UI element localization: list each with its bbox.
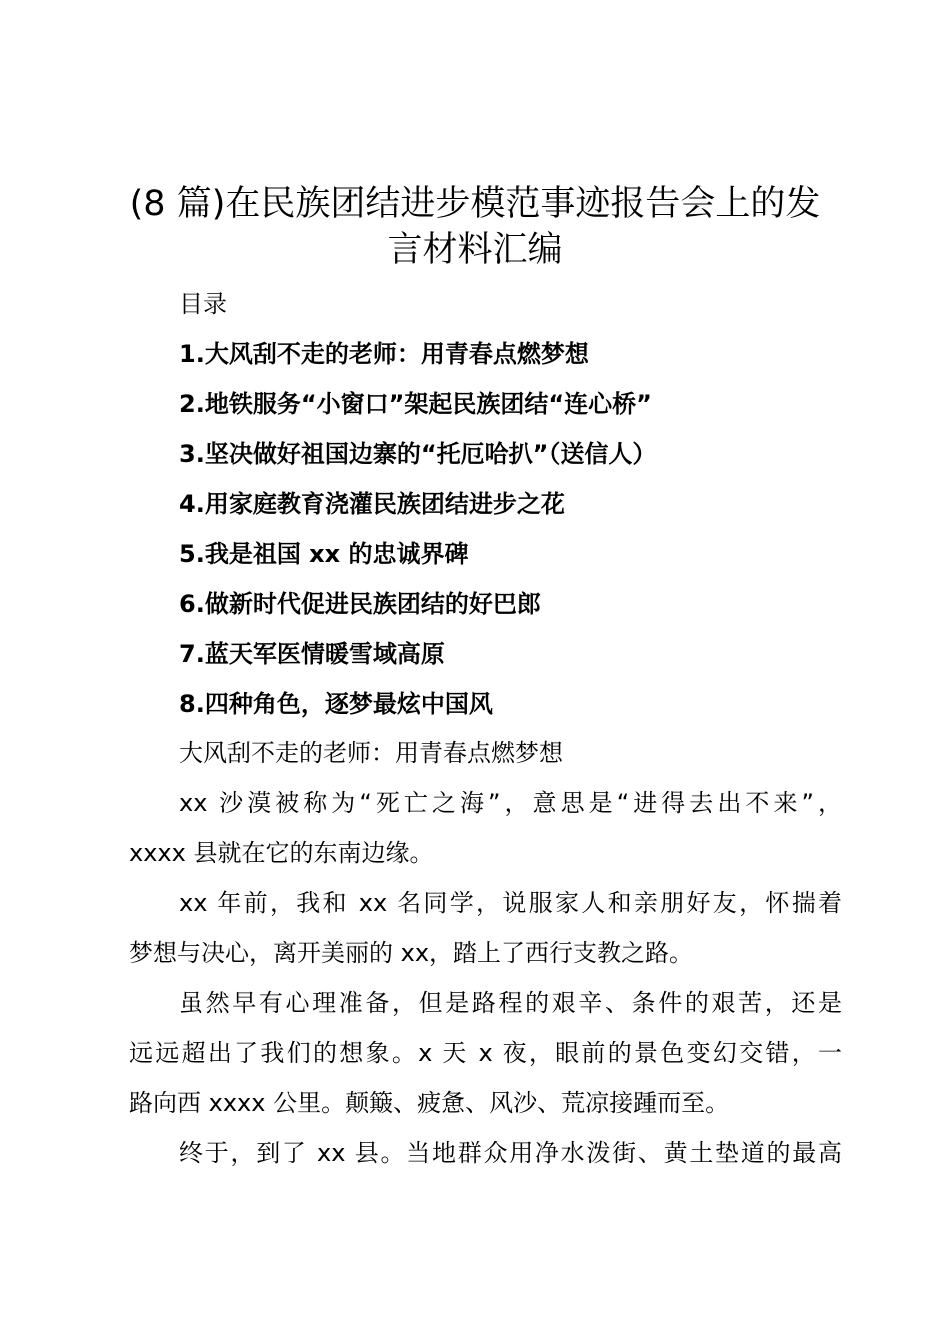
toc-item: 3.坚决做好祖国边寨的“托厄哈扒”（送信人） [179, 440, 657, 468]
document-title-line-1: (8 篇)在民族团结进步模范事迹报告会上的发 [129, 184, 821, 224]
toc-item: 7.蓝天军医情暖雪域高原 [179, 640, 445, 668]
toc-heading: 目录 [179, 290, 227, 318]
body-line: 梦想与决心，离开美丽的 xx，踏上了西行支教之路。 [129, 939, 694, 967]
toc-item: 5.我是祖国 xx 的忠诚界碑 [179, 540, 469, 568]
body-line: xxxx 县就在它的东南边缘。 [129, 839, 434, 867]
body-line: 虽然早有心理准备，但是路程的艰辛、条件的艰苦，还是 [179, 989, 842, 1017]
section-heading: 大风刮不走的老师：用青春点燃梦想 [179, 739, 563, 767]
toc-item: 4.用家庭教育浇灌民族团结进步之花 [179, 490, 565, 518]
document-title-line-2: 言材料汇编 [387, 230, 563, 270]
toc-item: 6.做新时代促进民族团结的好巴郎 [179, 590, 541, 618]
toc-item: 8.四种角色，逐梦最炫中国风 [179, 690, 493, 718]
body-line: xx 年前，我和 xx 名同学，说服家人和亲朋好友，怀揣着 [179, 889, 842, 917]
body-line: xx 沙漠被称为“死亡之海”，意思是“进得去出不来”， [179, 789, 842, 817]
document-title [120, 181, 830, 273]
body-line: 远远超出了我们的想象。x 天 x 夜，眼前的景色变幻交错，一 [129, 1039, 842, 1067]
body-line: 终于，到了 xx 县。当地群众用净水泼街、黄土垫道的最高 [179, 1139, 842, 1167]
toc-item: 1.大风刮不走的老师：用青春点燃梦想 [179, 340, 589, 368]
toc-item: 2.地铁服务“小窗口”架起民族团结“连心桥” [179, 390, 652, 418]
body-line: 路向西 xxxx 公里。颠簸、疲惫、风沙、荒凉接踵而至。 [129, 1089, 730, 1117]
